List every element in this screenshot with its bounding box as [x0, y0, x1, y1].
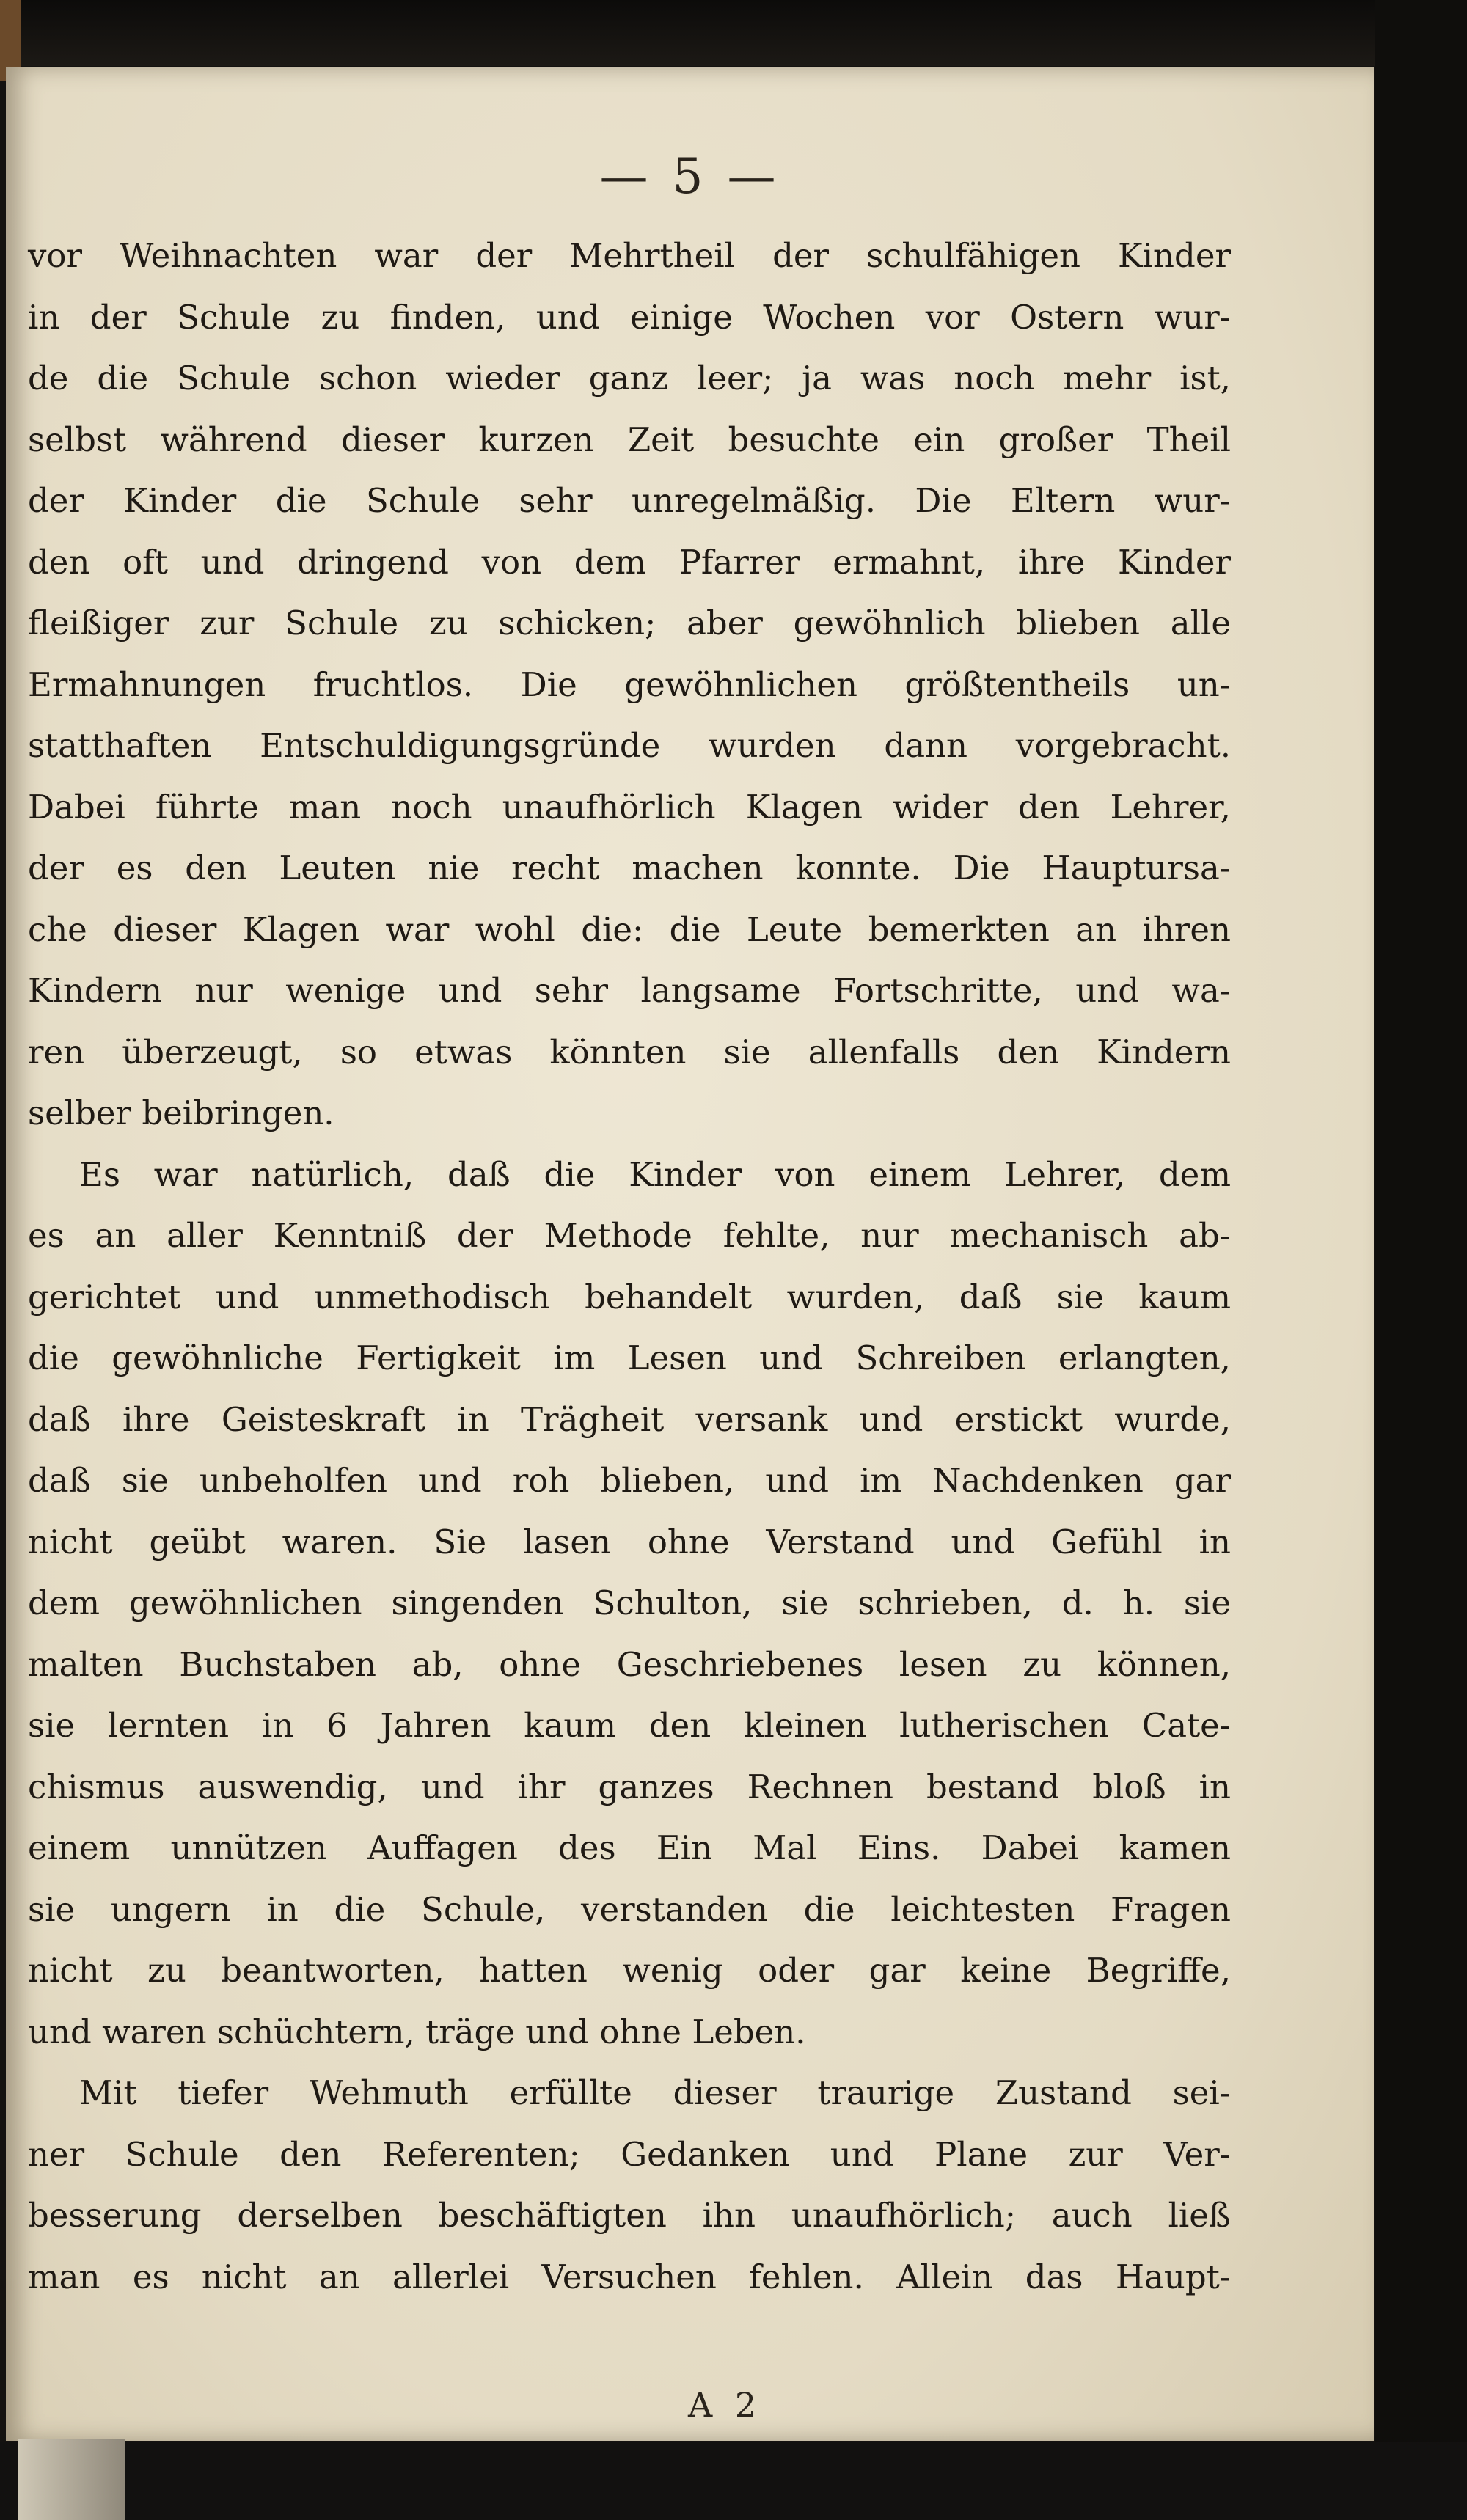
text-line: statthaften Entschuldigungsgründe wurden dann vorgebracht.	[28, 726, 1231, 765]
text-line: Es war natürlich, daß die Kinder von einem Lehrer, dem	[79, 1154, 1231, 1194]
text-line: ren überzeugt, so etwas könnten sie allenfalls den Kindern	[28, 1032, 1231, 1072]
text-line: der Kinder die Schule sehr unregelmäßig. Die Eltern wur-	[28, 481, 1231, 520]
text-line: sie lernten in 6 Jahren kaum den kleinen lutherischen Cate-	[28, 1706, 1231, 1745]
text-line: malten Buchstaben ab, ohne Geschriebenes lesen zu können,	[28, 1644, 1231, 1684]
scan-bottom-strip	[18, 2439, 125, 2520]
text-line: besserung derselben beschäftigten ihn unaufhörlich; auch ließ	[28, 2196, 1231, 2235]
text-line: nicht geübt waren. Sie lasen ohne Verstand und Gefühl in	[28, 1522, 1231, 1561]
book-page	[6, 67, 1374, 2441]
text-line: es an aller Kenntniß der Methode fehlte, nur mechanisch ab-	[28, 1216, 1231, 1255]
paragraph-3	[28, 2062, 1231, 2307]
scan-background-bottom	[0, 2442, 1467, 2520]
text-line: Dabei führte man noch unaufhörlich Klagen wider den Lehrer,	[28, 787, 1231, 827]
text-line: den oft und dringend von dem Pfarrer ermahnt, ihre Kinder	[28, 542, 1231, 582]
paragraph-2	[28, 1144, 1231, 2063]
text-line: fleißiger zur Schule zu schicken; aber gewöhnlich blieben alle	[28, 604, 1231, 642]
text-line: selber beibringen.	[28, 1094, 334, 1132]
text-line: Mit tiefer Wehmuth erfüllte dieser traurige Zustand sei-	[79, 2073, 1231, 2112]
text-line: dem gewöhnlichen singenden Schulton, sie schrieben, d. h. sie	[28, 1583, 1231, 1622]
body-text	[28, 225, 1231, 2307]
text-line: daß sie unbeholfen und roh blieben, und im Nachdenken gar	[28, 1461, 1231, 1500]
text-line: einem unnützen Auffagen des Ein Mal Eins. Dabei kamen	[28, 1828, 1231, 1867]
text-line: gerichtet und unmethodisch behandelt wurden, daß sie kaum	[28, 1277, 1231, 1316]
text-line: de die Schule schon wieder ganz leer; ja was noch mehr ist,	[28, 359, 1231, 398]
text-line: Ermahnungen fruchtlos. Die gewöhnlichen größtentheils un-	[28, 664, 1231, 704]
text-line: chismus auswendig, und ihr ganzes Rechnen bestand bloß in	[28, 1767, 1231, 1806]
scan-background-top	[0, 0, 1467, 66]
text-line: sie ungern in die Schule, verstanden die leichtesten Fragen	[28, 1889, 1231, 1929]
text-line: die gewöhnliche Fertigkeit im Lesen und Schreiben erlangten,	[28, 1338, 1231, 1377]
signature-mark: A 2	[688, 2385, 763, 2425]
text-line: daß ihre Geisteskraft in Trägheit versank und erstickt wurde,	[28, 1399, 1231, 1439]
paragraph-1	[28, 225, 1231, 1144]
text-line: man es nicht an allerlei Versuchen fehlen. Allein das Haupt-	[28, 2257, 1231, 2296]
text-line: und waren schüchtern, träge und ohne Leben.	[28, 2012, 806, 2051]
page-number: — 5 —	[599, 148, 780, 205]
text-line: vor Weihnachten war der Mehrtheil der schulfähigen Kinder	[28, 236, 1231, 275]
text-line: in der Schule zu finden, und einige Wochen vor Ostern wur-	[28, 297, 1231, 337]
text-line: Kindern nur wenige und sehr langsame Fortschritte, und wa-	[28, 971, 1231, 1010]
scan-background-right	[1375, 0, 1467, 2520]
text-line: ner Schule den Referenten; Gedanken und Plane zur Ver-	[28, 2134, 1231, 2174]
text-line: der es den Leuten nie recht machen konnte. Die Hauptursa-	[28, 849, 1231, 887]
text-line: che dieser Klagen war wohl die: die Leute bemerkten an ihren	[28, 909, 1231, 949]
text-line: nicht zu beantworten, hatten wenig oder gar keine Begriffe,	[28, 1951, 1231, 1990]
text-line: selbst während dieser kurzen Zeit besuchte ein großer Theil	[28, 420, 1231, 459]
